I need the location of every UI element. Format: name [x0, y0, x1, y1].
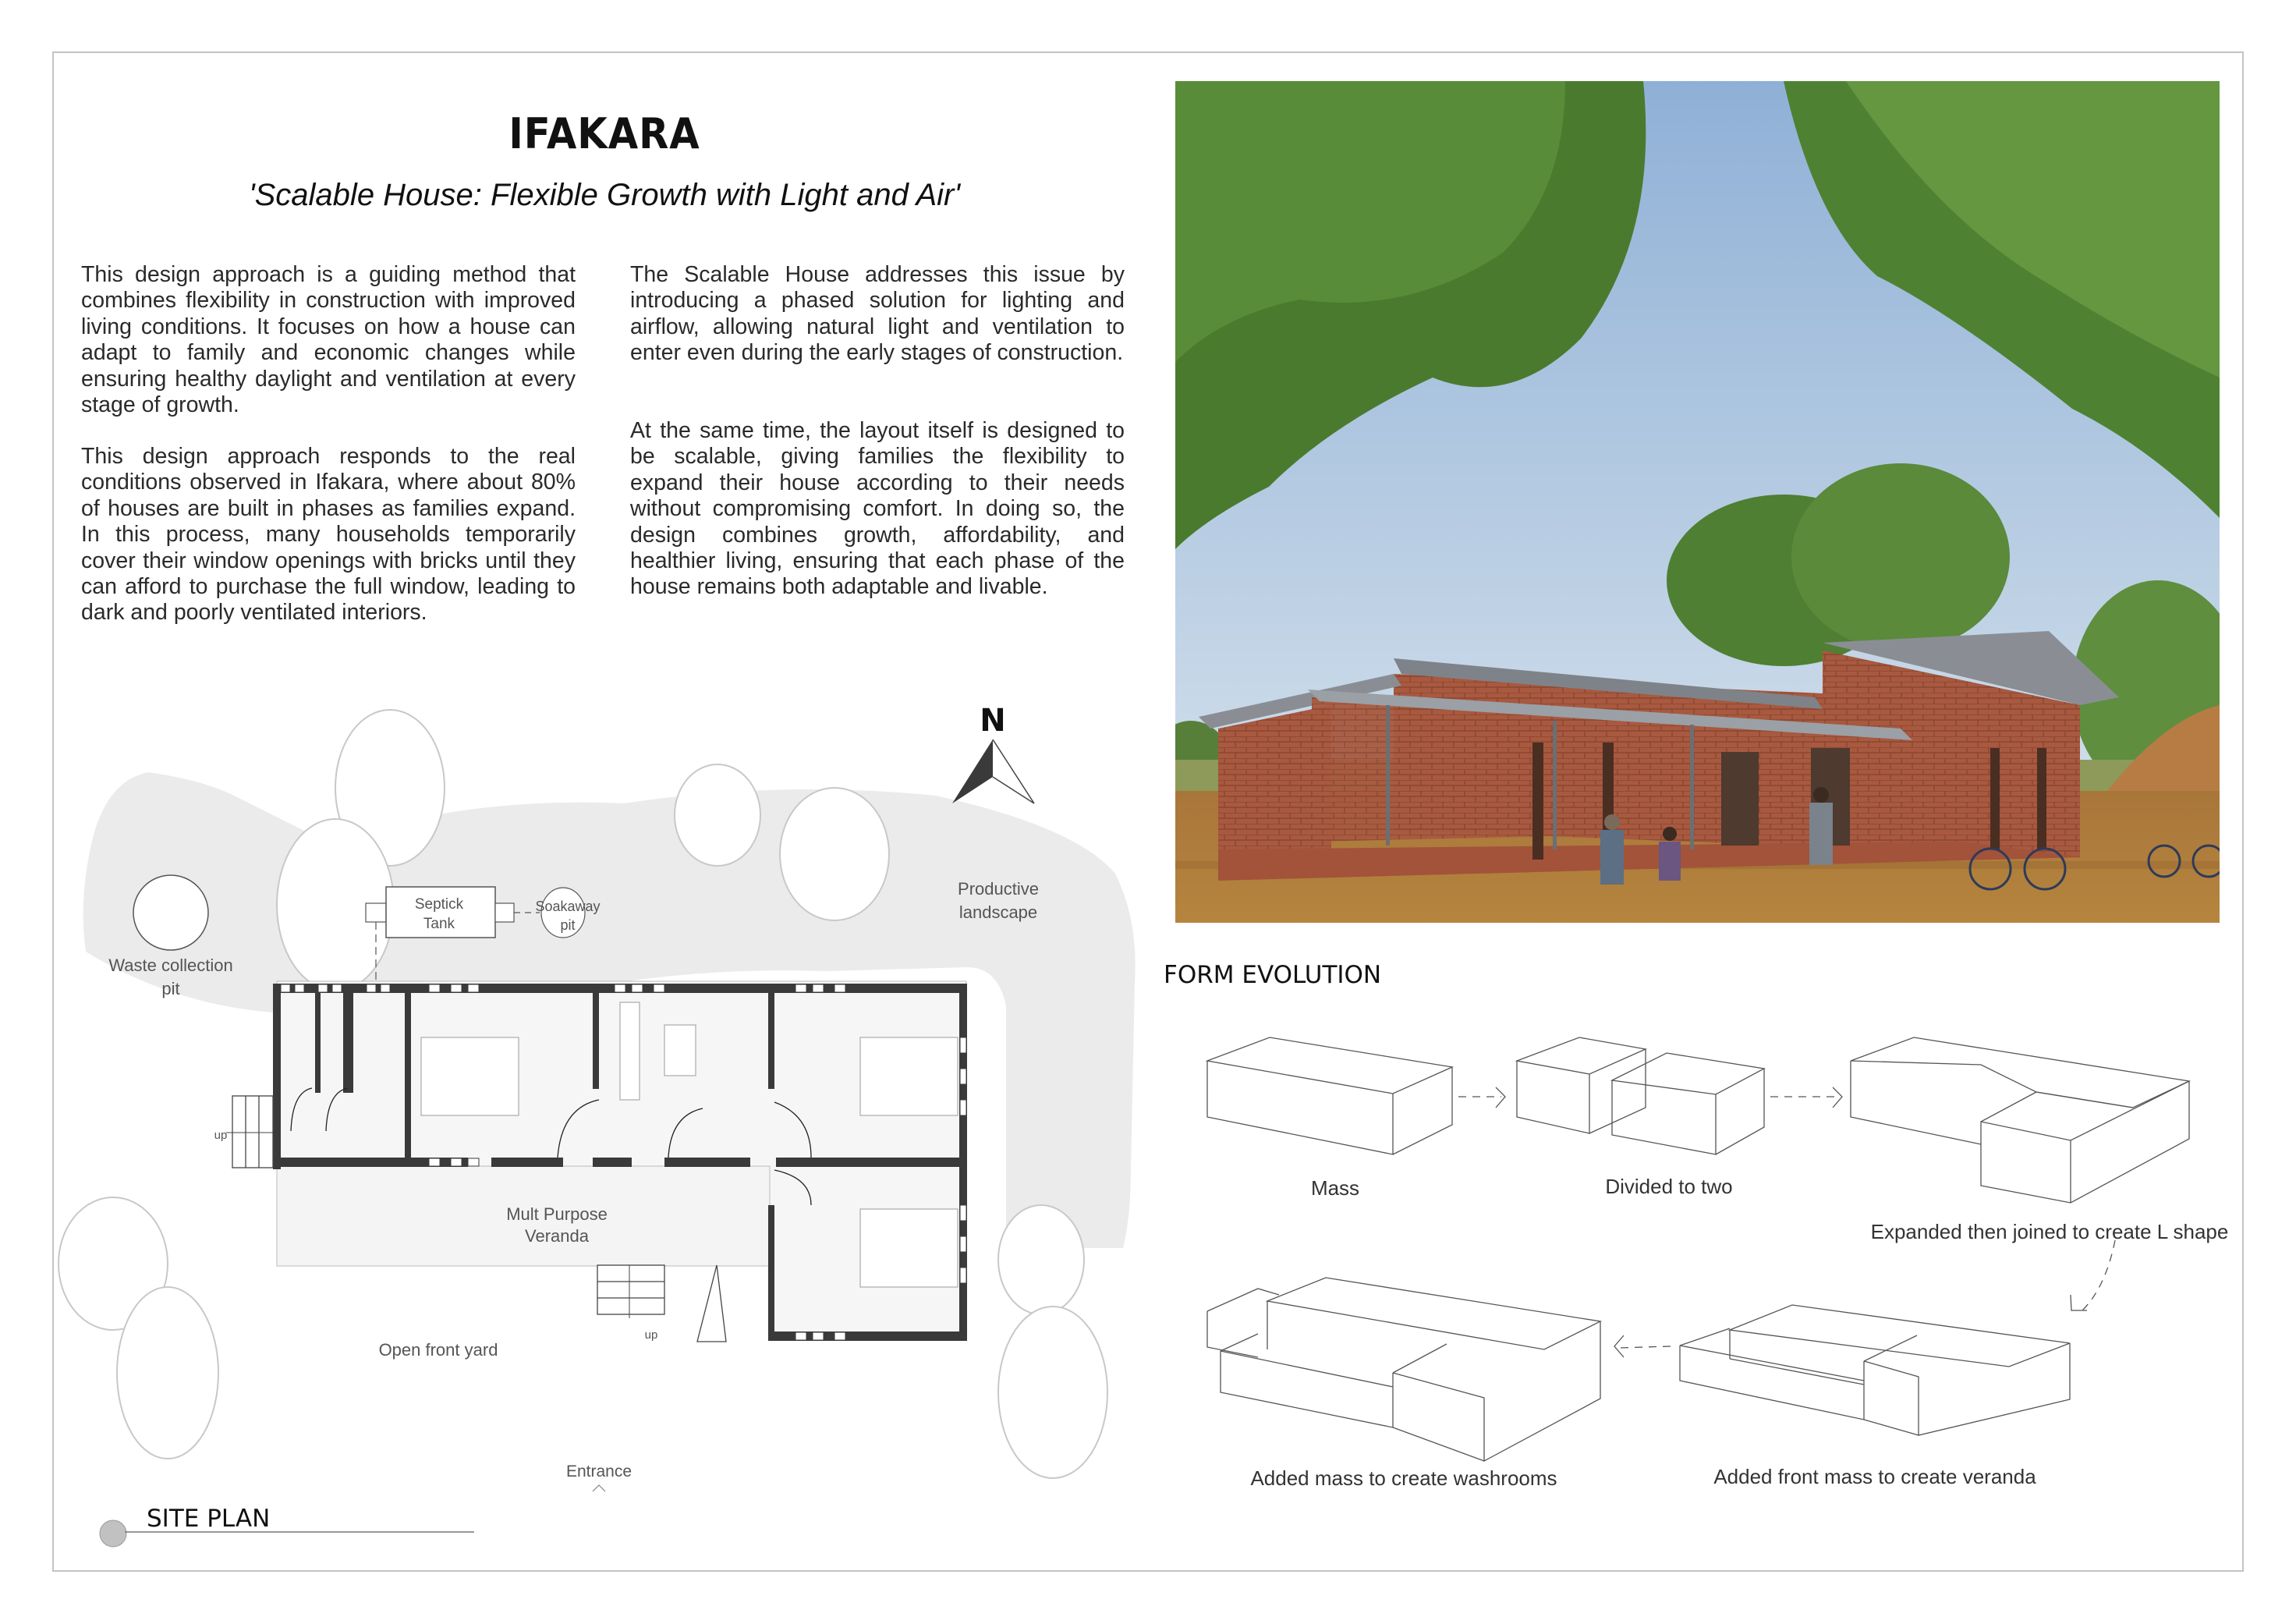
description-paragraph: The Scalable House addresses this issue by introducing a phased solution for lighting and airflow, allowing natural light and ventilation to enter even during the early stages of construction. [630, 262, 1125, 366]
label-productive-2: landscape [958, 902, 1038, 922]
form-evolution-title: FORM EVOLUTION [1164, 961, 1382, 989]
label-veranda-2: Veranda [525, 1226, 589, 1246]
label-soakaway: Soakaway [535, 899, 601, 914]
label-septic: Septick [414, 896, 464, 913]
label-entrance: Entrance [565, 1463, 632, 1480]
form-step-label: Expanded then joined to create L shape [1870, 1220, 2229, 1243]
label-soakaway-2: pit [560, 917, 576, 933]
form-step-label: Mass [1310, 1176, 1360, 1200]
label-veranda: Mult Purpose [506, 1204, 608, 1224]
description-paragraph: This design approach is a guiding method that combines flexibility in construction with improved living conditions. It focuses on how a house can adapt to family and economic changes while ensuring healthy daylight and ventilation at every stage of growth. [81, 262, 576, 418]
label-productive: Productive [958, 879, 1039, 899]
north-arrow-icon [952, 739, 993, 803]
site-plan-title: SITE PLAN [147, 1505, 271, 1533]
description-paragraph: At the same time, the layout itself is designed to be scalable, giving families the flexibility to expand their house according to their needs without compromising comfort. In doing so, the design combines growth, affordability, and healthier living, ensuring that each phase of the house remains both adaptable and livable. [630, 418, 1125, 600]
form-step-label: Added front mass to create veranda [1713, 1465, 2036, 1488]
label-waste-pit: Waste collection [108, 956, 233, 975]
label-septic-2: Tank [423, 916, 455, 932]
label-steps-side: up [214, 1129, 228, 1142]
project-title: IFAKARA [508, 109, 700, 158]
form-evolution-diagrams [1207, 1037, 2189, 1461]
north-label: N [980, 703, 1006, 739]
form-step-label: Added mass to create washrooms [1250, 1466, 1557, 1490]
label-waste-pit-2: pit [161, 979, 180, 998]
label-front-yard: Open front yard [378, 1340, 498, 1360]
project-subtitle: 'Scalable House: Flexible Growth with Light and Air' [248, 178, 960, 212]
description-paragraph: This design approach responds to the real conditions observed in Ifakara, where about 80% of houses are built in phases as families expand. In this process, many households temporarily cover their window openings with bricks until they can afford to purchase the full window, leading to dark and poorly ventilated interiors. [81, 444, 576, 626]
label-steps-front: up [644, 1328, 658, 1342]
waste-pit-icon [133, 875, 208, 950]
front-steps [597, 1265, 726, 1342]
form-step-label: Divided to two [1605, 1175, 1733, 1198]
side-steps [226, 1096, 273, 1168]
